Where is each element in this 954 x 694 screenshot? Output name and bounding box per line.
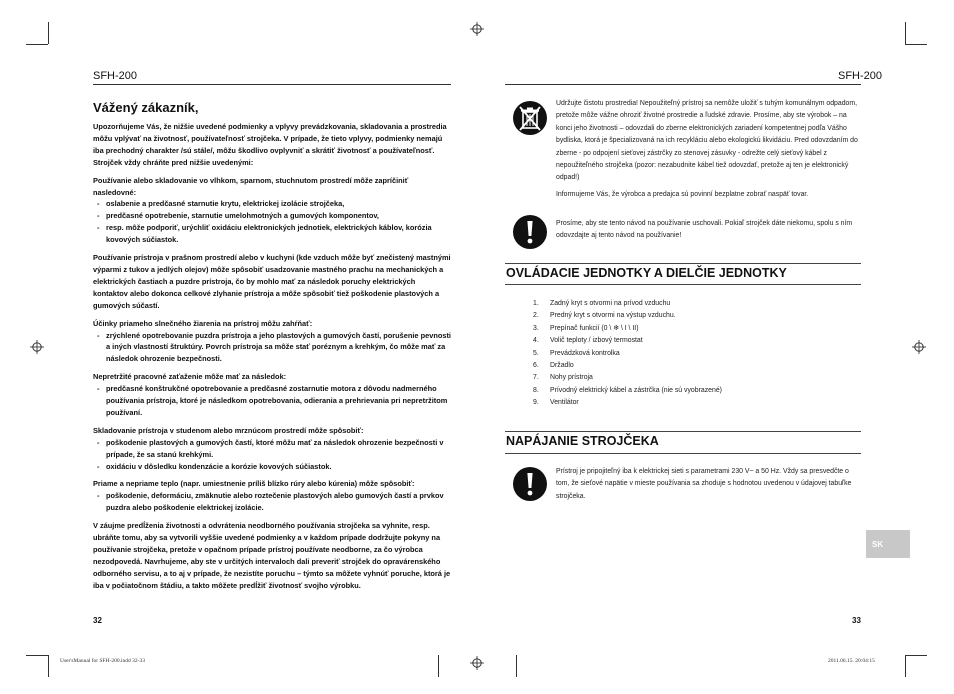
registration-mark-icon [470, 656, 484, 670]
slug-date: 2011.06.15. 20:04:15 [828, 658, 875, 664]
list-item: - oxidáciu v dôsledku kondenzácie a korózie kovových súčiastok. [93, 461, 451, 473]
list-item: 2. Predný kryt s otvormi na výstup vzduchu. [533, 312, 676, 320]
list-item: 8. Prívodný elektrický kábel a zástrčka (nie sú vyobrazené) [533, 386, 722, 394]
controls-section-title: OVLÁDACIE JEDNOTKY A DIELČIE JEDNOTKY [506, 266, 787, 280]
cold-storage-lead: Skladovanie prístroja v studenom alebo mrznúcom prostredí môže spôsobiť: [93, 425, 364, 435]
sunlight-section [93, 318, 451, 366]
section-rule [505, 284, 861, 285]
weee-bin-icon [512, 100, 548, 136]
header-rule-left [93, 84, 451, 85]
list-item: - predčasné konštrukčné opotrebovanie a predčasné zostarnutie motora z dôvodu nadmerného používania prístroja, ktoré je následkom opotrebovania, odierania a prehrievania pri nepretržitom používaní. [93, 383, 451, 419]
registration-mark-icon [912, 340, 926, 354]
left-page-body [93, 100, 451, 598]
continuous-load-lead: Nepretržité pracovné zaťaženie môže mať za následok: [93, 372, 287, 382]
slug-file-info: User'sManual for SFH-200.indd 32-33 [60, 658, 146, 664]
dust-paragraph: Používanie prístroja v prašnom prostredí alebo v kuchyni (kde vzduch môže byť znečistený mastnými výparmi z tukov a jedlých olejov) môže spôsobiť usadzovanie mastného prachu na mechanických a elektrických častiach a puzdre prístroja, čo by mohlo mať za následok poruchy elektrických kontaktov alebo dokonca celkové zlyhanie prístroja a môže spôsobiť tiež poškodenie plastových a gumových súčastí. [93, 253, 451, 310]
closing-paragraph: V záujme predĺženia životnosti a odvrátenia neodborného používania strojčeka sa vyhnite, resp. ubráňte tomu, aby sa vytvorili vyššie uvedené podmienky a v každom prípade dodržujte pokyny na používanie strojčeka, pretože v opačnom prípade prístroj používate neodborne, za čo výrobca nezodpovedá. Navrhujeme, aby ste v určitých intervaloch dali preveriť strojček do opravárenského odborného servisu, a to aj v prípade, že nezistíte poruchu – týmto sa môžete vyhnúť poruche, ktorá je iba v počiatočnom štádiu, a takto môžete predĺžiť životnosť svojho výrobku. [93, 521, 451, 590]
page-number-right: 33 [852, 616, 861, 625]
environment-notice: Udržujte čistotu prostredia! Nepoužiteľný prístroj sa nemôže uložiť s tuhým komunálnym odpadom, pretože môže vážne ohroziť životné prostredie a ľudské zdravie. Prosíme, aby ste výrobok – na konci jeho životnosti – odovzdali do zberne elektronických zariadení kompetentnej podľa Vášho bydliska, ktorá je špecializovaná na ich recykláciu alebo ekologickú likvidáciu. Pred odovzdaním do zberne - po odpojení sieťovej zástrčky zo stenovej zásuvky - odrežte celý sieťový kábel z nepoužiteľného strojčeka (pozor: nezabudnite kábel tiež odovzdať, pretože aj ten je elektronický odpad!) [556, 100, 858, 182]
registration-mark-icon [30, 340, 44, 354]
list-item: 7. Nohy prístroja [533, 374, 593, 382]
cold-storage-section [93, 425, 451, 473]
list-item: 4. Volič teploty / izbový termostat [533, 337, 643, 345]
list-item: 5. Prevádzková kontrolka [533, 349, 620, 357]
list-item: - poškodenie, deformáciu, zmäknutie alebo roztečenie plastových alebo gumových častí a prvkov puzdra alebo poškodenie elektrickej izolácie. [93, 490, 451, 514]
continuous-load-section [93, 371, 451, 419]
parts-list [533, 298, 722, 410]
power-section-title: NAPÁJANIE STROJČEKA [506, 434, 659, 448]
take-back-notice: Informujeme Vás, že výrobca a predajca sú povinní bezplatne zobrať naspäť tovar. [556, 191, 809, 198]
list-item: - oslabenie a predčasné starnutie krytu, elektrickej izolácie strojčeka, [93, 198, 451, 210]
registration-mark-icon [470, 22, 484, 36]
intro-paragraph: Upozorňujeme Vás, že nižšie uvedené podmienky a vplyvy prevádzkovania, skladovania a prostredia môžu vplývať na životnosť, používateľnosť strojčeka. V prípade, že tieto vplyvy, podmienky nemajú iba prechodný charakter /sú stále/, môžu škodlivo ovplyvniť a skrátiť životnosť a používateľnosť. Strojček vždy chráňte pred nižšie uvedenými: [93, 122, 447, 167]
keep-manual-notice: Prosíme, aby ste tento návod na používanie uschovali. Pokiaľ strojček dáte niekomu, spolu s ním odovzdajte aj tento návod na používanie! [556, 220, 853, 240]
list-item: 1. Zadný kryt s otvormi na prívod vzduchu [533, 300, 671, 307]
humidity-lead: Používanie alebo skladovanie vo vlhkom, sparnom, stuchnutom prostredí môže zapríčiniť nasledovné: [93, 175, 409, 197]
section-rule [505, 453, 861, 454]
language-tab: SK [866, 530, 910, 558]
list-item: - predčasné opotrebenie, starnutie umelohmotných a gumových komponentov, [93, 210, 451, 222]
list-item: - zrýchlené opotrebovanie puzdra prístroja a jeho plastových a gumových častí, porušenie pevnosti a iných vlastností štruktúry. Povrch prístroja sa môže stať poréznym a krehkým, čo môže mať za následok ohrozenie bezpečnosti. [93, 330, 451, 366]
page-title: Vážený zákazník, [93, 100, 199, 115]
header-rule-right [505, 84, 861, 85]
power-notice: Prístroj je pripojiteľný iba k elektrickej sieti s parametrami 230 V~ a 50 Hz. Vždy sa presvedčte o tom, že sieťové napätie v mieste používania sa zhoduje s hodnotou uvedenou v údajovej tabuľke strojčeka. [556, 468, 852, 500]
list-item: 3. Prepínač funkcií (0 \ ❄ \ I \ II) [533, 324, 639, 332]
model-header-right: SFH-200 [838, 70, 883, 82]
section-rule [505, 263, 861, 264]
list-item: - resp. môže podporiť, urýchliť oxidáciu elektronických jednotiek, elektrických káblov, korózia kovových súčiastok. [93, 222, 451, 246]
page-number-left: 32 [93, 616, 102, 625]
sunlight-lead: Účinky priameho slnečného žiarenia na prístroj môžu zahŕňať: [93, 318, 313, 328]
list-item: - poškodenie plastových a gumových častí, ktoré môžu mať za následok ohrozenie bezpečnosti v prípade, že sa stanú krehkými. [93, 437, 451, 461]
exclamation-icon [512, 466, 548, 502]
list-item: 6. Držadlo [533, 362, 574, 370]
section-rule [505, 431, 861, 432]
humidity-section [93, 175, 451, 246]
exclamation-icon [512, 214, 548, 250]
model-header-left: SFH-200 [93, 70, 138, 82]
heat-lead: Priame a nepriame teplo (napr. umiestnenie príliš blízko rúry alebo kúrenia) môže spôsobiť: [93, 479, 415, 489]
heat-section [93, 478, 451, 514]
list-item: 9. Ventilátor [533, 399, 579, 407]
